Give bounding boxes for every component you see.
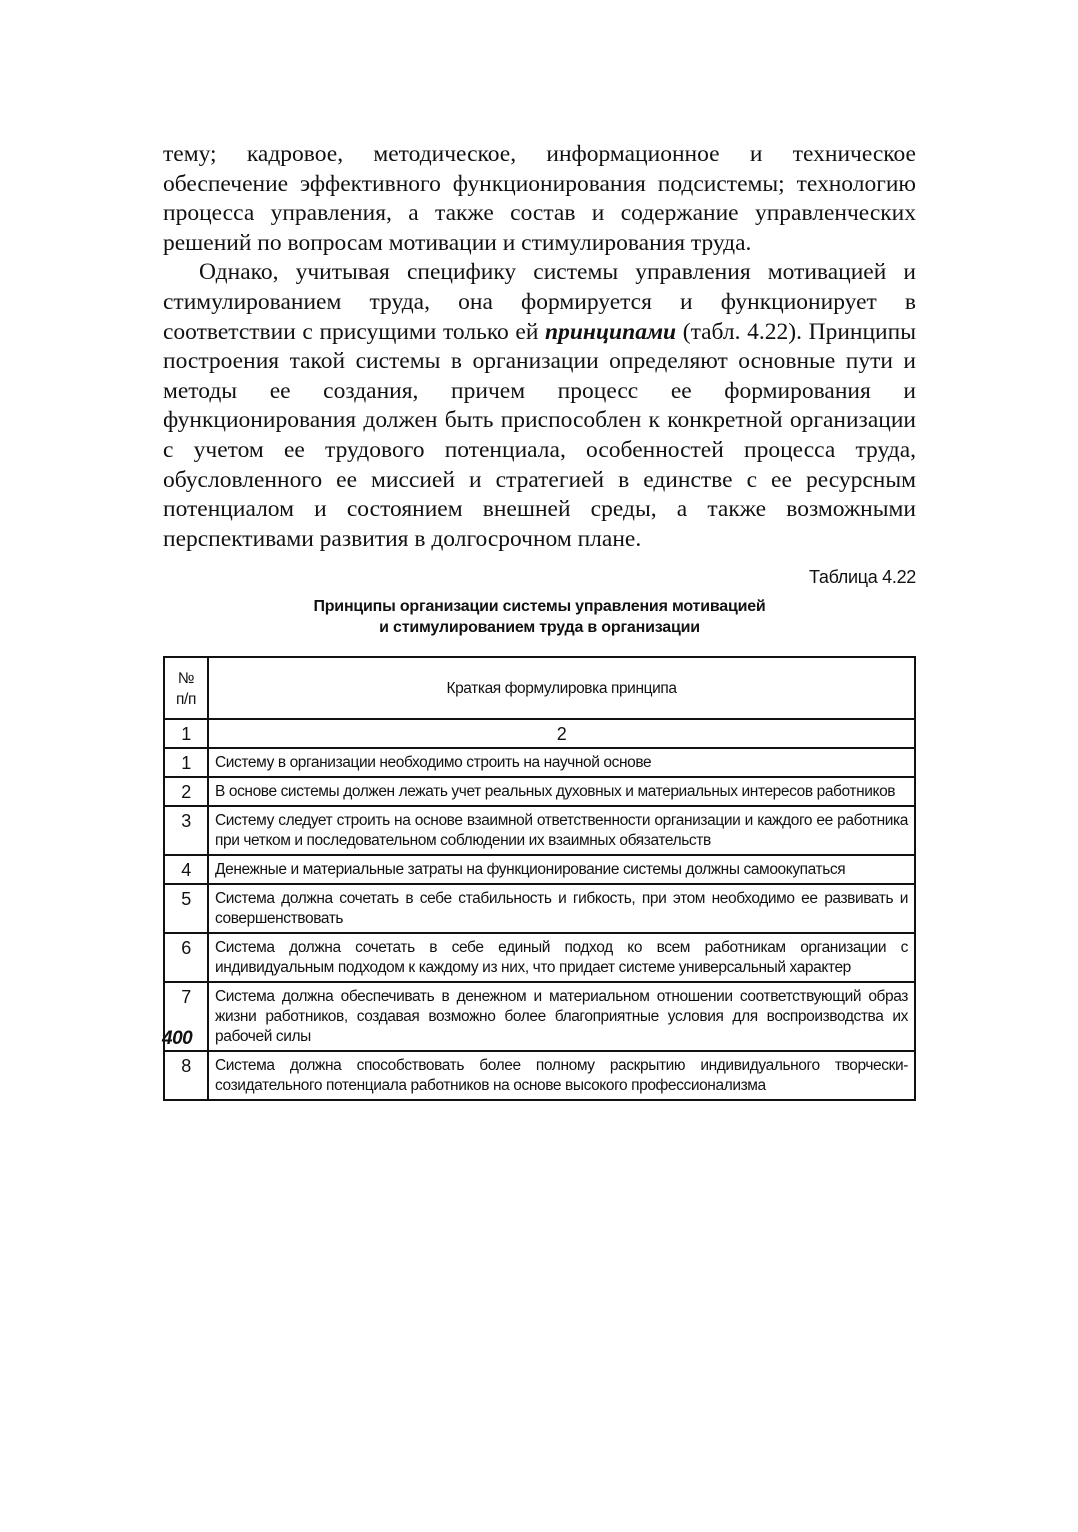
table-row [164,1051,915,1100]
row-principle: Система должна сочетать в себе единый подход ко всем работникам организации с индивидуальным подходом к каждому из них, что придает системе универсальный характер [208,933,915,982]
body-paragraph-1: тему; кадровое, методическое, информационное и техническое обеспечение эффективного функционирования подсистемы; технологию процесса управления, а также состав и содержание управленческих решений по вопросам мотивации и стимулирования труда. [163,141,916,256]
table-row [164,806,915,855]
table-row [164,933,915,982]
row-number: 4 [164,855,208,884]
header-text-cell: Краткая формулировка принципа [208,657,915,719]
row-number: 8 [164,1051,208,1100]
table-body [164,748,915,1100]
row-principle: Система должна сочетать в себе стабильность и гибкость, при этом необходимо ее развивать и совершенствовать [208,884,915,933]
column-index-2: 2 [208,719,915,748]
paragraph-2-text-end: (табл. 4.22). Принципы построения такой системы в организации определяют основные пути и методы ее создания, причем процесс ее формирования и функционирования должен быть приспособлен к конкретной организации с учетом ее трудового потенциала, особенностей процесса труда, обусловленного ее миссией и стратегией в единстве с ее ресурсным потенциалом и состоянием внешней среды, а также возможными перспективами развития в долгосрочном плане. [163,318,916,552]
row-number: 3 [164,806,208,855]
emphasized-term: принципами [545,318,677,345]
row-principle: В основе системы должен лежать учет реальных духовных и материальных интересов работников [208,777,915,806]
table-header-row [164,657,915,719]
header-number-cell [164,657,208,719]
table-label: Таблица 4.22 [808,567,916,588]
table-row [164,982,915,1051]
row-principle: Систему следует строить на основе взаимной ответственности организации и каждого ее работника при четком и последовательном соблюдении их взаимных обязательств [208,806,915,855]
table-title [163,596,916,638]
paragraph-2-text-start: Однако, учитывая специфику системы управления мотивацией и стимулированием труда, она формируется и функционирует в соответствии с присущими только ей [163,259,916,345]
row-principle: Денежные и материальные затраты на функционирование системы должны самоокупаться [208,855,915,884]
principles-table [163,656,916,1101]
table-row [164,855,915,884]
page-content [163,140,916,1101]
row-number: 1 [164,748,208,777]
header-number-abbrev: п/п [176,690,196,708]
header-number-symbol: № [177,669,195,687]
table-row [164,777,915,806]
row-number: 2 [164,777,208,806]
table-title-line-2: и стимулированием труда в организации [379,619,700,637]
row-number: 7 [164,982,208,1051]
column-index-1: 1 [164,719,208,748]
table-title-line-1: Принципы организации системы управления мотивацией [313,598,766,616]
row-number: 6 [164,933,208,982]
row-principle: Система должна обеспечивать в денежном и материальном отношении соответствующий образ жизни работников, создавая возможно более благоприятные условия для воспроизводства их рабочей силы [208,982,915,1051]
page-number: 400 [162,1028,193,1049]
table-column-index-row [164,719,915,748]
table-row [164,884,915,933]
table-row [164,748,915,777]
row-number: 5 [164,884,208,933]
row-principle: Систему в организации необходимо строить на научной основе [208,748,915,777]
body-paragraph-2 [163,258,916,554]
row-principle: Система должна способствовать более полному раскрытию индивидуального творчески-созидательного потенциала работников на основе высокого профессионализма [208,1051,915,1100]
